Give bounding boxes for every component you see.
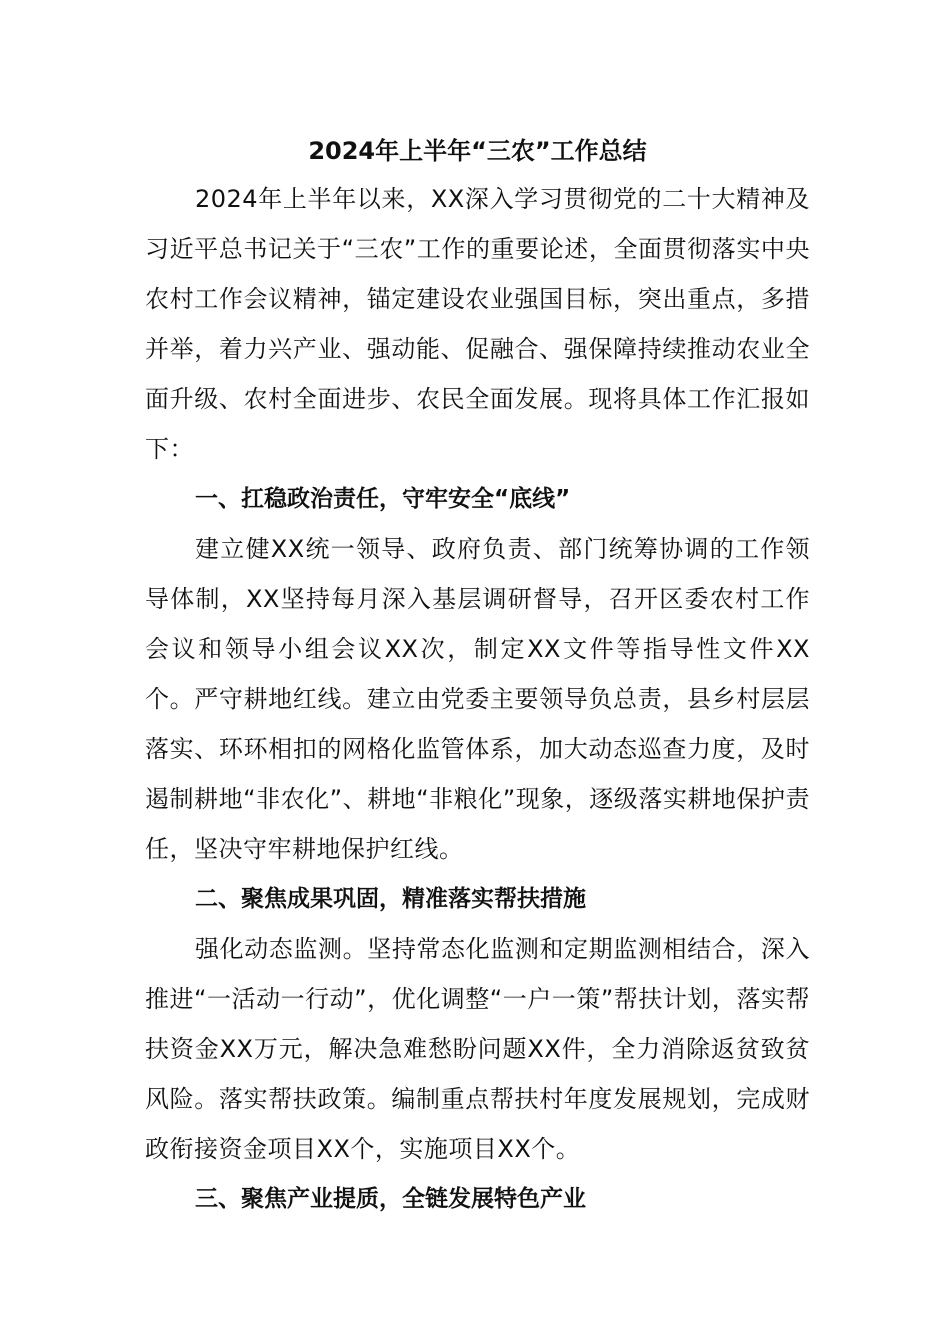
document-body <box>145 128 810 1224</box>
section-2-heading: 二、聚焦成果巩固，精准落实帮扶措施 <box>195 886 586 912</box>
intro-paragraph: 2024年上半年以来，XX深入学习贯彻党的二十大精神及习近平总书记关于“三农”工作的重要论述，全面贯彻落实中央农村工作会议精神，锚定建设农业强国目标，突出重点，多措并举，着力兴产业、强动能、促融合、强保障持续推动农业全面升级、农村全面进步、农民全面发展。现将具体工作汇报如下： <box>145 185 810 463</box>
section-1-heading: 一、扛稳政治责任，守牢安全“底线” <box>195 486 571 512</box>
section-1-paragraph: 建立健XX统一领导、政府负责、部门统筹协调的工作领导体制，XX坚持每月深入基层调研督导，召开区委农村工作会议和领导小组会议XX次，制定XX文件等指导性文件XX个。严守耕地红线。建立由党委主要领导负总责，县乡村层层落实、环环相扣的网格化监管体系，加大动态巡查力度，及时遏制耕地“非农化”、耕地“非粮化”现象，逐级落实耕地保护责任，坚决守牢耕地保护红线。 <box>145 535 810 863</box>
section-2-paragraph: 强化动态监测。坚持常态化监测和定期监测相结合，深入推进“一活动一行动”，优化调整“一户一策”帮扶计划，落实帮扶资金XX万元，解决急难愁盼问题XX件，全力消除返贫致贫风险。落实帮扶政策。编制重点帮扶村年度发展规划，完成财政衔接资金项目XX个，实施项目XX个。 <box>145 935 810 1163</box>
section-3-heading: 三、聚焦产业提质，全链发展特色产业 <box>195 1186 586 1212</box>
document-title: 2024年上半年“三农”工作总结 <box>308 137 647 165</box>
